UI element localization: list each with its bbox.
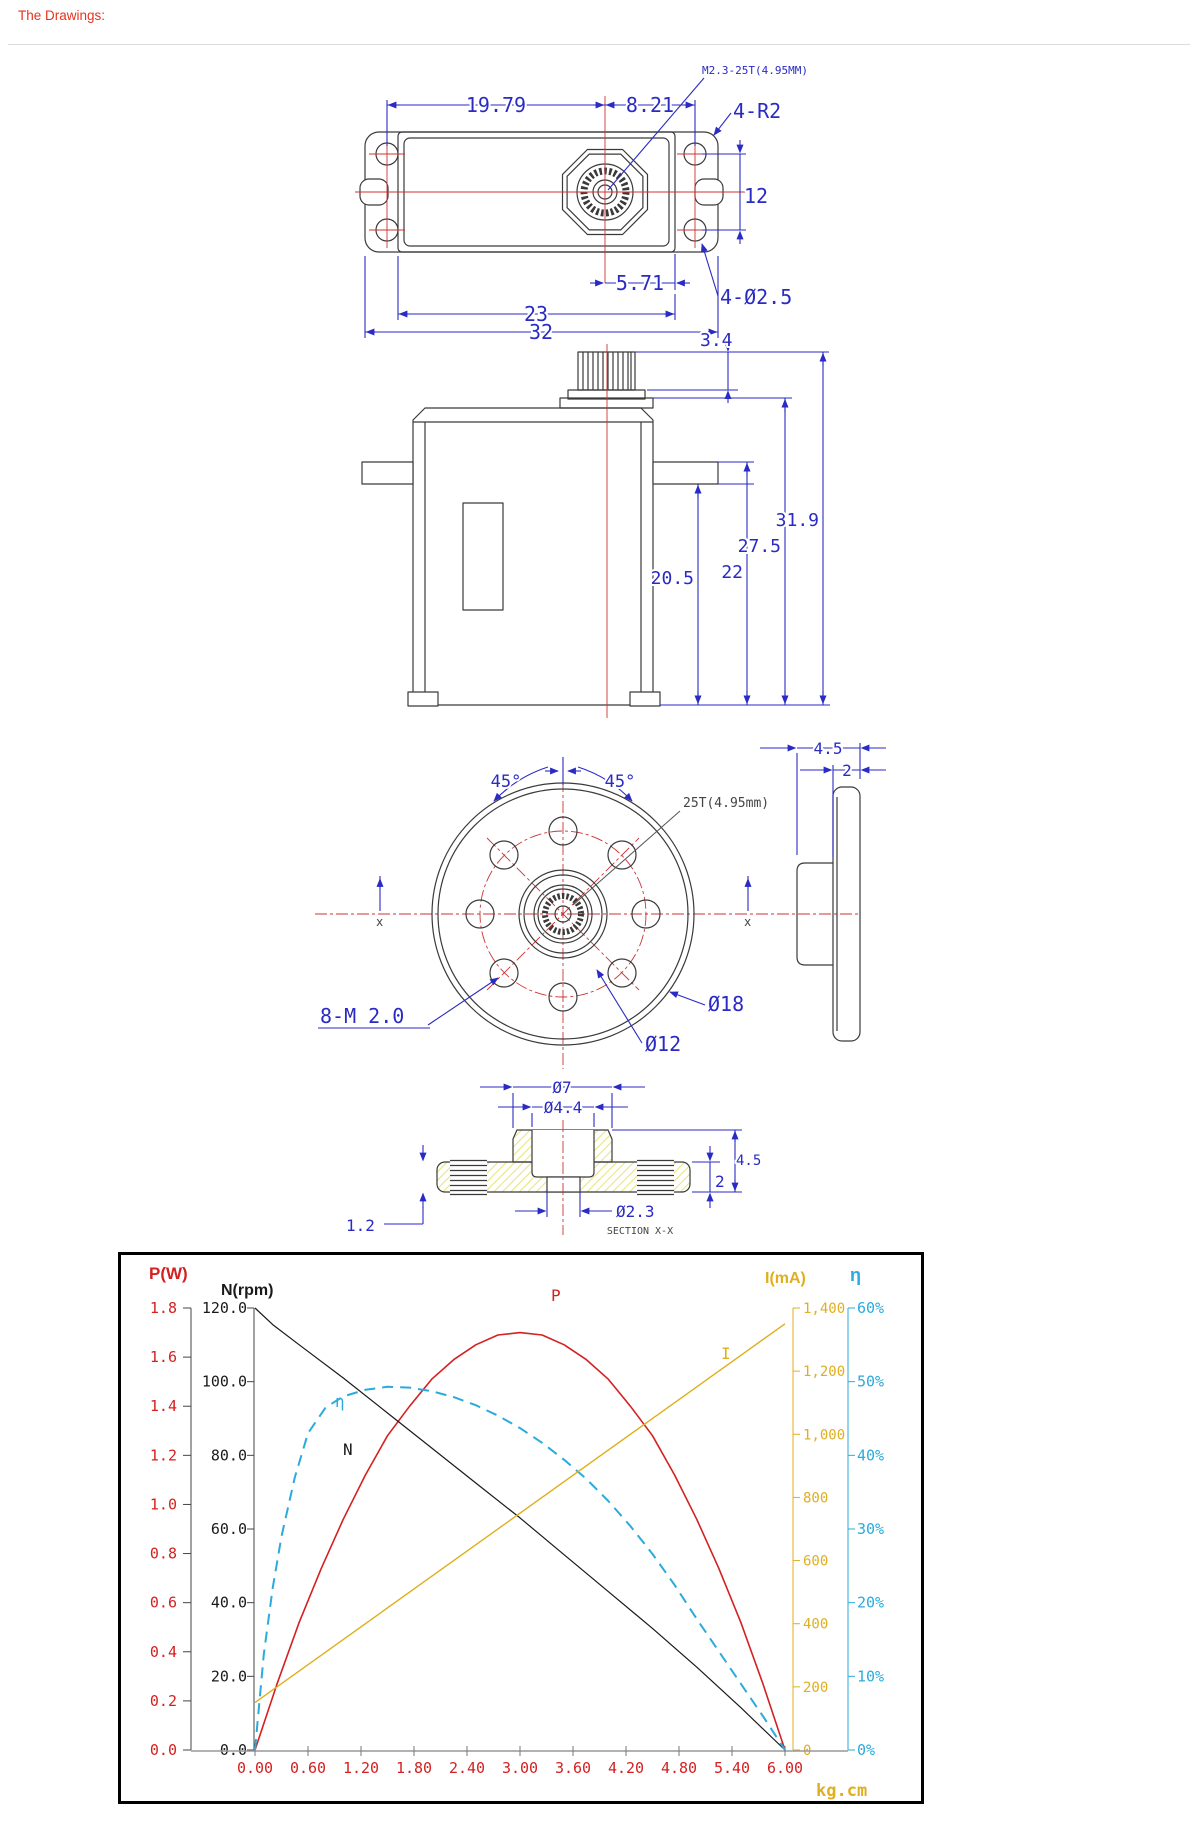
tick-label-N: 80.0 [210,1446,247,1465]
dim-20-5: 20.5 [650,568,694,589]
x-tick-label: 1.20 [342,1759,380,1777]
dim-19-79: 19.79 [465,93,527,117]
tick-label-eta: 30% [857,1520,885,1538]
dim-8-21: 8.21 [625,93,675,117]
dim-5-71: 5.71 [615,271,665,295]
axis-title-eta: η [850,1265,861,1285]
x-marker-left: x [376,915,384,929]
page-title: The Drawings: [18,8,106,23]
spline-callout: 25T(4.95mm) [683,796,770,811]
tick-label-P: 1.0 [149,1495,177,1514]
dim-45-left: 45° [490,772,522,792]
dim-2: 2 [842,761,852,780]
tick-label-P: 0.4 [149,1642,177,1661]
dim-27-5: 27.5 [737,536,781,557]
top-view-centerlines [355,96,745,283]
dim-2: 2 [715,1172,725,1191]
series-eta [255,1387,785,1750]
dim-32: 32 [528,320,554,344]
section-body [437,1130,690,1195]
x-tick-label: 2.40 [448,1759,486,1777]
dim-3-4: 3.4 [700,330,733,351]
tick-label-I: 1,000 [803,1427,846,1444]
dim-4-5: 4.5 [813,739,843,758]
horn-drawing [290,735,890,1075]
top-view-dimensions [365,64,808,344]
tick-label-eta: 0% [857,1741,876,1759]
tick-label-eta: 20% [857,1593,885,1612]
tick-label-P: 0.0 [149,1741,177,1759]
tick-label-eta: 40% [857,1446,885,1465]
dim-4-r2: 4-R2 [733,99,782,123]
dim-8-m2: 8-M 2.0 [320,1004,405,1028]
series-label-I: I [721,1344,731,1363]
tick-label-eta: 10% [857,1667,885,1686]
x-tick-label: 0.00 [236,1759,274,1777]
tick-label-P: 1.4 [149,1397,177,1416]
dim-d2-3: Ø2.3 [616,1202,655,1221]
dim-d4-4: Ø4.4 [543,1098,583,1117]
performance-chart-svg [121,1255,921,1801]
servo-side-body [362,352,718,706]
tick-label-I: 800 [803,1490,829,1507]
dim-d12: Ø12 [645,1032,682,1056]
axis-title-I: I(mA) [765,1270,806,1287]
tick-label-I: 600 [803,1553,829,1570]
dim-1-2: 1.2 [346,1216,375,1235]
axis-title-P: P(W) [149,1264,188,1283]
divider [8,44,1190,45]
tick-label-I: 1,200 [803,1364,846,1381]
tick-label-P: 0.2 [149,1691,177,1710]
dim-23: 23 [523,302,549,326]
dim-d7: Ø7 [552,1078,572,1097]
series-I [255,1324,785,1703]
series-N [255,1308,785,1750]
x-tick-label: 3.00 [501,1759,539,1777]
side-view-drawing [350,330,845,725]
x-tick-label: 3.60 [554,1759,592,1777]
tick-label-I: 400 [803,1616,829,1633]
tick-label-N: 100.0 [201,1372,247,1391]
tick-label-eta: 60% [857,1299,885,1317]
x-tick-label: 6.00 [766,1759,804,1777]
section-drawing [330,1075,760,1250]
x-tick-label: 5.40 [713,1759,751,1777]
tick-label-N: 40.0 [210,1593,247,1612]
dim-31-9: 31.9 [775,510,819,531]
series-label-eta: η [335,1392,345,1411]
tick-label-eta: 50% [857,1372,885,1391]
section-label: SECTION X-X [606,1226,674,1237]
x-tick-label: 4.20 [607,1759,645,1777]
x-marker-right: x [744,915,752,929]
dim-4-d2-5: 4-Ø2.5 [720,285,793,309]
dim-45-right: 45° [604,772,636,792]
x-tick-label: 4.80 [660,1759,698,1777]
tick-label-N: 120.0 [201,1299,247,1317]
tick-label-N: 60.0 [210,1520,247,1538]
series-label-P: P [551,1286,561,1305]
axis-title-N: N(rpm) [221,1282,274,1299]
tick-label-P: 1.8 [149,1299,177,1317]
performance-chart [118,1252,924,1804]
x-tick-label: 0.60 [289,1759,327,1777]
tick-label-I: 1,400 [803,1301,846,1317]
tick-label-P: 1.2 [149,1446,177,1465]
tick-label-N: 20.0 [210,1667,247,1686]
tick-label-I: 200 [803,1679,829,1696]
tick-label-I: 0 [803,1743,812,1759]
series-label-N: N [343,1440,353,1459]
x-axis-unit: kg.cm [816,1781,868,1801]
tick-label-P: 1.6 [149,1348,177,1367]
horn-dimensions [318,739,886,1056]
top-view-drawing [350,58,845,345]
tick-label-P: 0.8 [149,1544,177,1563]
x-tick-label: 1.80 [395,1759,433,1777]
tick-label-P: 0.6 [149,1593,177,1612]
dim-d18: Ø18 [708,992,745,1016]
side-view-dimensions [635,330,830,705]
spline-callout: M2.3-25T(4.95MM) [702,64,808,77]
dim-4-5: 4.5 [736,1153,762,1169]
dim-22: 22 [721,562,743,583]
tick-label-N: 0.0 [219,1741,247,1759]
dim-12: 12 [744,184,769,208]
